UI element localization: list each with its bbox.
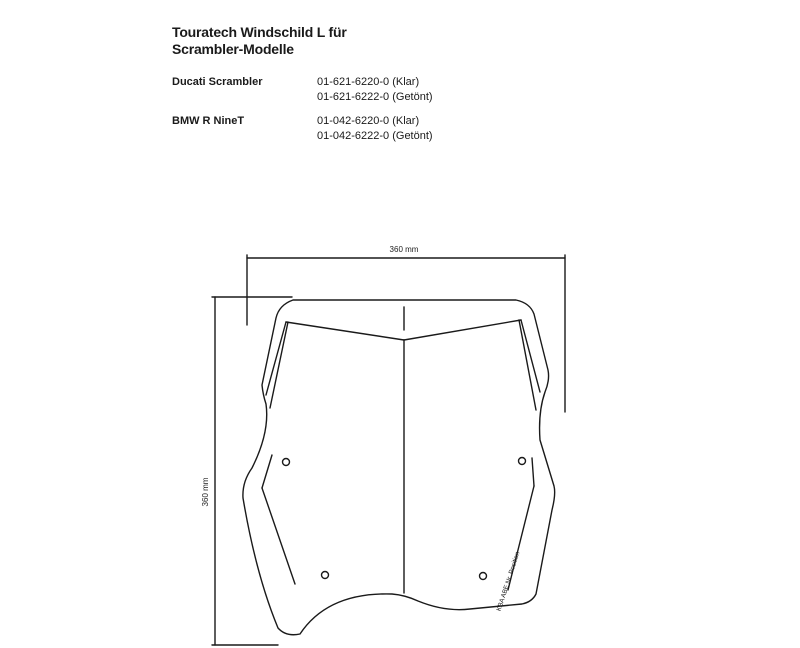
title-line-1: Touratech Windschild L für bbox=[172, 24, 347, 40]
title-line-2: Scrambler-Modelle bbox=[172, 41, 294, 57]
part-number: 01-621-6222-0 (Getönt) bbox=[317, 91, 433, 103]
height-label: 360 mm bbox=[201, 477, 210, 507]
part-number: 01-042-6220-0 (Klar) bbox=[317, 115, 420, 127]
model-name: Ducati Scrambler bbox=[172, 76, 263, 88]
part-number: 01-042-6222-0 (Getönt) bbox=[317, 130, 433, 142]
width-label: 360 mm bbox=[389, 245, 419, 254]
model-name: BMW R NineT bbox=[172, 115, 245, 127]
part-number: 01-621-6220-0 (Klar) bbox=[317, 76, 420, 88]
approval-stamp-label: KBA ABE Nr. Position bbox=[495, 550, 522, 613]
